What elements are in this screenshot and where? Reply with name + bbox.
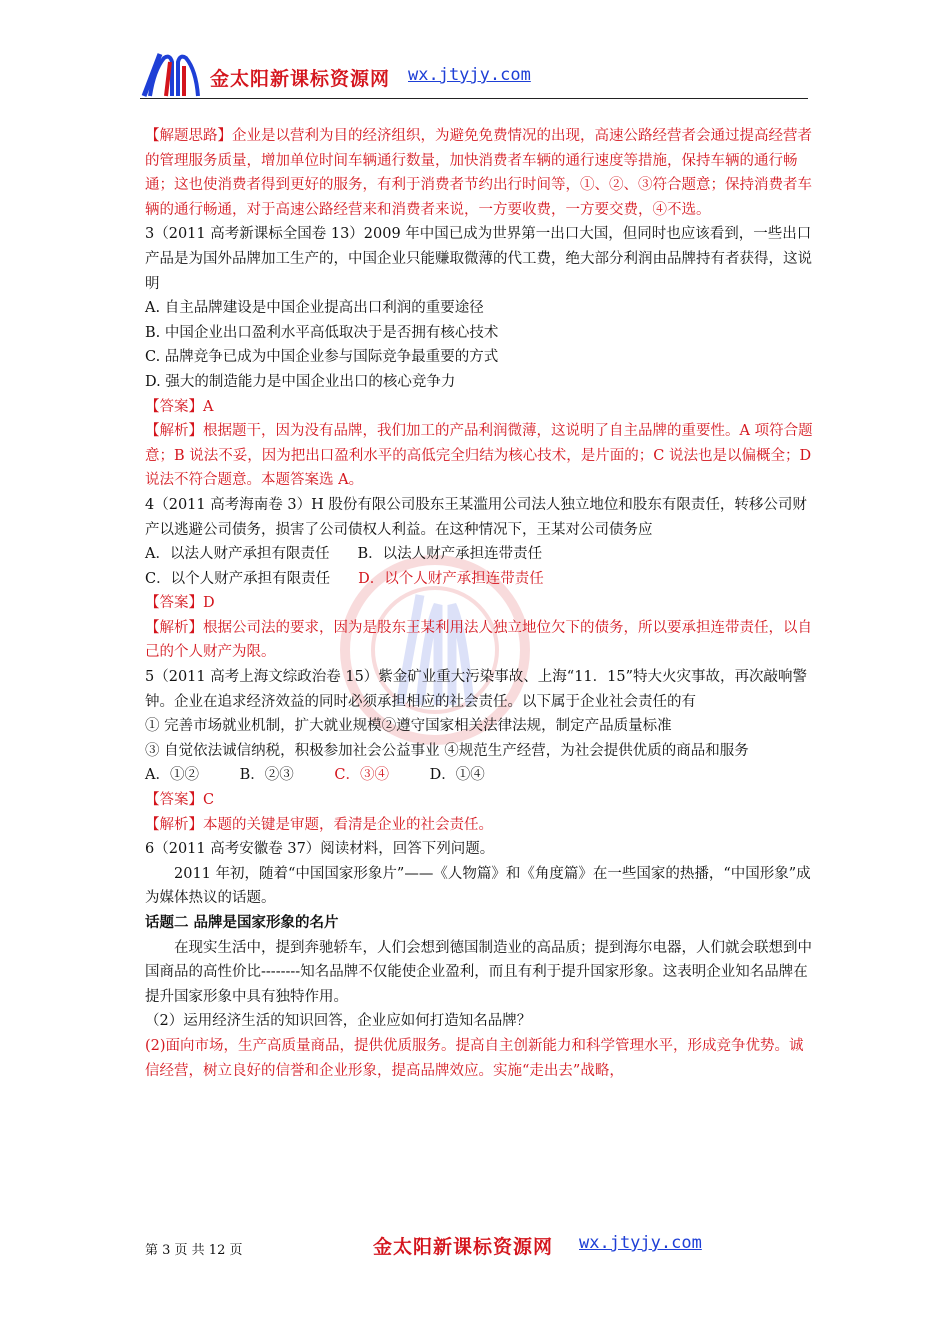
header-brand: 金太阳新课标资源网 [210, 68, 391, 90]
q5-options [145, 763, 815, 788]
paragraph: A. 自主品牌建设是中国企业提高出口利润的重要途径 [145, 300, 484, 317]
paragraph: 【答案】C [145, 792, 215, 809]
q4-option: B．以法人财产承担连带责任 [357, 546, 543, 563]
paragraph: 话题二 品牌是国家形象的名片 [145, 915, 339, 931]
q5-option-a: A．①② [145, 767, 199, 784]
question-block-3-4 [145, 124, 815, 542]
question-block-4-5 [145, 591, 815, 763]
paragraph: 【解析】根据题干，因为没有品牌，我们加工的产品利润微薄，这说明了自主品牌的重要性。A 项符合题意；B 说法不妥，因为把出口盈利水平的高低完全归结为核心技术，是片面的；C 说法也是以偏概全；D 说法不符合题意。本题答案选 A。 [145, 423, 813, 489]
paragraph: （2）运用经济生活的知识回答，企业应如何打造知名品牌？ [145, 1013, 532, 1030]
jtyjy-logo-icon [140, 52, 202, 98]
q4-option: D．以个人财产承担连带责任 [358, 570, 544, 587]
paragraph: 【答案】D [145, 595, 215, 612]
footer-brand: 金太阳新课标资源网 [373, 1236, 554, 1258]
page-footer [145, 1230, 815, 1260]
paragraph: 6（2011 高考安徽卷 37）阅读材料，回答下列问题。 [145, 841, 495, 858]
paragraph: B. 中国企业出口盈利水平高低取决于是否拥有核心技术 [145, 324, 499, 341]
header-site-link[interactable]: wx.jtyjy.com [408, 65, 531, 85]
paragraph: (2)面向市场，生产高质量商品，提供优质服务。提高自主创新能力和科学管理水平，形成竞争优势。诚信经营，树立良好的信誉和企业形象，提高品牌效应。实施“走出去”战略， [145, 1037, 804, 1079]
q4-option-row [145, 567, 815, 592]
paragraph: 2011 年初，随着“中国国家形象片”——《人物篇》和《角度篇》在一些国家的热播，“中国形象”成为媒体热议的话题。 [145, 865, 811, 907]
question-block-5-6 [145, 788, 815, 1083]
paragraph: 3（2011 高考新课标全国卷 13）2009 年中国已成为世界第一出口大国，但同时也应该看到，一些出口产品是为国外品牌加工生产的，中国企业只能赚取微薄的代工费，绝大部分利润由品牌持有者获得，这说明 [145, 226, 812, 292]
page-header [140, 50, 808, 100]
paragraph: D. 强大的制造能力是中国企业出口的核心竞争力 [145, 373, 456, 390]
q5-option-d: D．①④ [429, 767, 485, 784]
q4-option-row [145, 542, 815, 567]
paragraph: ① 完善市场就业机制，扩大就业规模②遵守国家相关法律法规，制定产品质量标准 [145, 718, 672, 735]
q4-option: A．以法人财产承担有限责任 [145, 546, 330, 563]
paragraph: 【解析】根据公司法的要求，因为是股东王某利用法人独立地位欠下的债务，所以要承担连带责任，以自己的个人财产为限。 [145, 619, 812, 661]
document-body [145, 124, 815, 1083]
q5-option-b: B．②③ [239, 767, 294, 784]
paragraph: 在现实生活中，提到奔驰轿车，人们会想到德国制造业的高品质；提到海尔电器，人们就会联想到中国商品的高性价比--------知名品牌不仅能使企业盈利，而且有利于提升国家形象。这表明企业知名品牌在提升国家形象中具有独特作用。 [145, 939, 812, 1005]
page-number: 第 3 页 共 12 页 [145, 1243, 243, 1258]
paragraph: 4（2011 高考海南卷 3）H 股份有限公司股东王某滥用公司法人独立地位和股东有限责任，转移公司财产以逃避公司债务，损害了公司债权人利益。在这种情况下，王某对公司债务应 [145, 496, 807, 538]
q5-option-c: C．③④ [334, 767, 389, 784]
paragraph: 【解题思路】企业是以营利为目的经济组织，为避免免费情况的出现，高速公路经营者会通过提高经营者的管理服务质量，增加单位时间车辆通行数量，加快消费者车辆的通行速度等措施，保持车辆的通行畅通；这也使消费者得到更好的服务，有利于消费者节约出行时间等，①、②、③符合题意；保持消费者车辆的通行畅通，对于高速公路经营来和消费者来说，一方要收费，一方要交费，④不选。 [145, 128, 812, 218]
paragraph: ③ 自觉依法诚信纳税，积极参加社会公益事业 ④规范生产经营，为社会提供优质的商品和服务 [145, 742, 749, 759]
paragraph: 【解析】本题的关键是审题，看清是企业的社会责任。 [145, 816, 493, 833]
q4-options [145, 542, 815, 591]
q4-option: C．以个人财产承担有限责任 [145, 570, 331, 587]
paragraph: C. 品牌竞争已成为中国企业参与国际竞争最重要的方式 [145, 349, 499, 366]
header-divider [140, 98, 808, 99]
footer-site-link[interactable]: wx.jtyjy.com [579, 1233, 702, 1253]
paragraph: 5（2011 高考上海文综政治卷 15）紫金矿业重大污染事故、上海“11．15”特大火灾事故，再次敲响警钟。企业在追求经济效益的同时必须承担相应的社会责任。以下属于企业社会责任的有 [145, 669, 808, 710]
paragraph: 【答案】A [145, 398, 214, 415]
